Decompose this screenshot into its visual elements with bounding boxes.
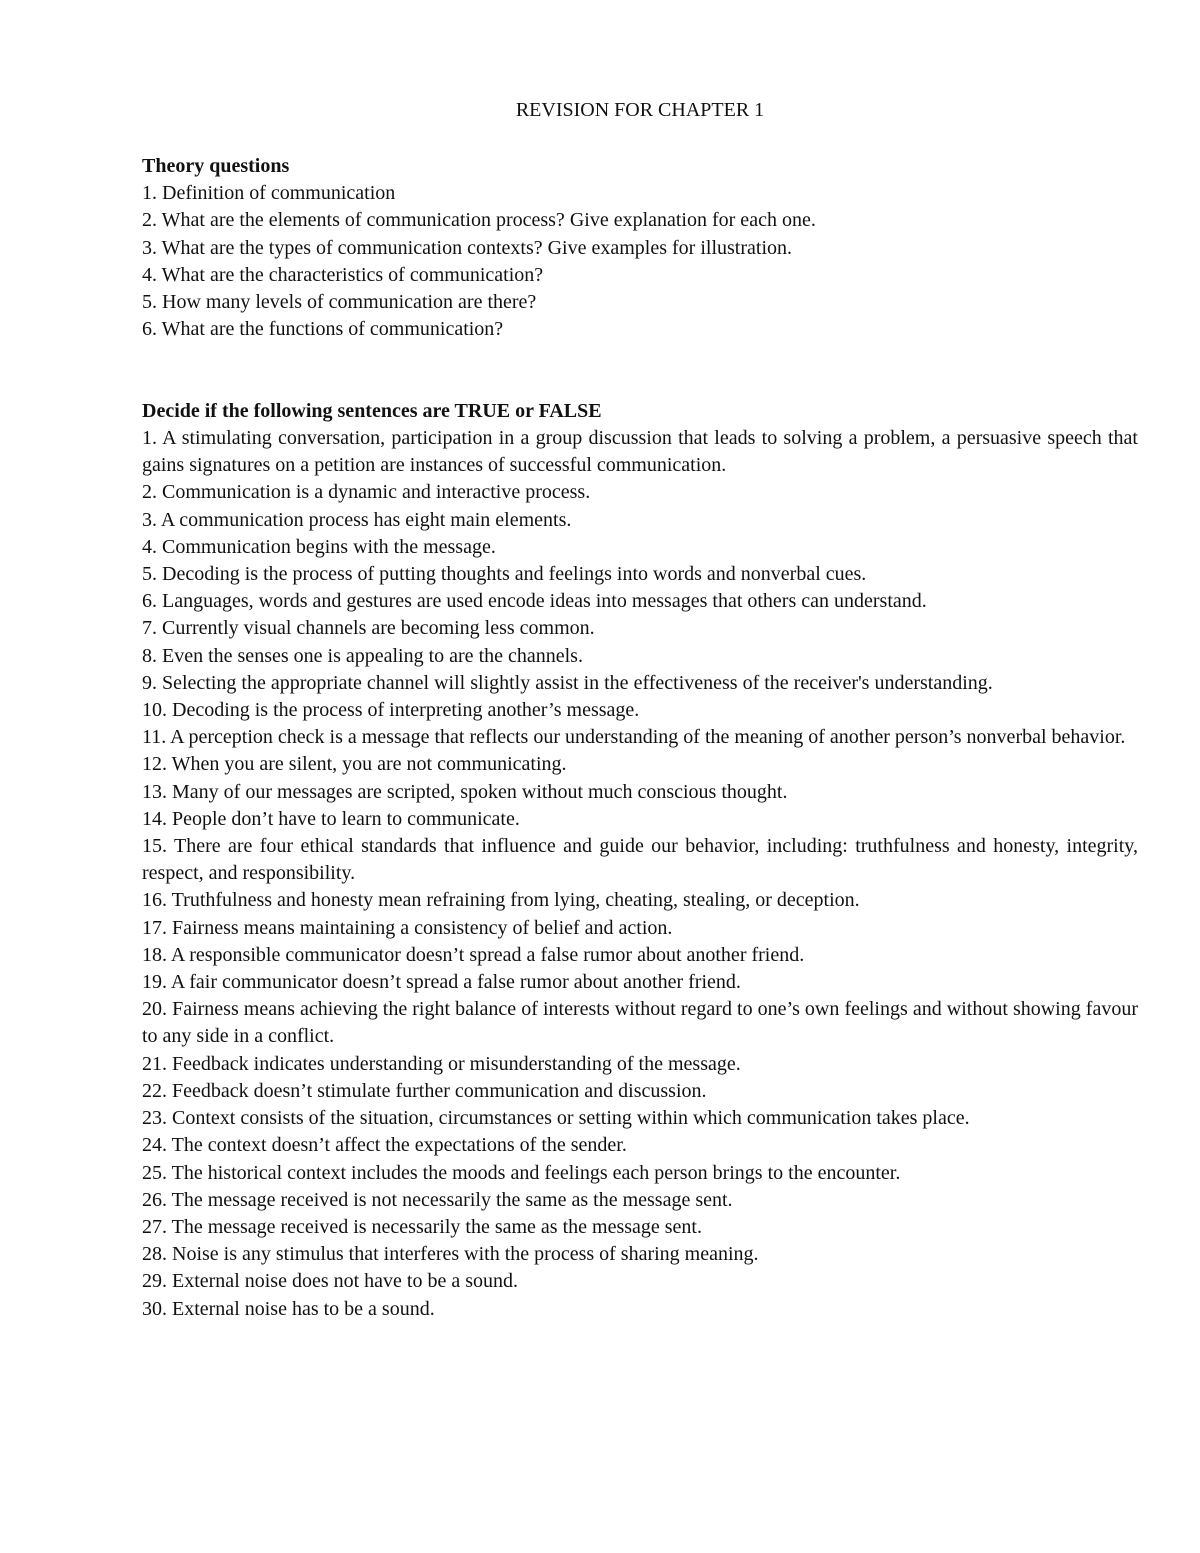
theory-item: 6. What are the functions of communication? bbox=[142, 318, 504, 341]
true-false-item: 13. Many of our messages are scripted, spoken without much conscious thought. bbox=[142, 780, 788, 803]
true-false-item: 3. A communication process has eight main elements. bbox=[142, 508, 572, 531]
true-false-item: 14. People don’t have to learn to communicate. bbox=[142, 807, 520, 830]
true-false-item: 6. Languages, words and gestures are used encode ideas into messages that others can understand. bbox=[142, 590, 927, 613]
true-false-item: 11. A perception check is a message that reflects our understanding of the meaning of another person’s nonverbal behavior. bbox=[142, 726, 1126, 749]
true-false-item: 4. Communication begins with the message. bbox=[142, 535, 496, 558]
true-false-list bbox=[142, 425, 1138, 1323]
theory-item: 2. What are the elements of communication process? Give explanation for each one. bbox=[142, 209, 816, 232]
true-false-item: 8. Even the senses one is appealing to are the channels. bbox=[142, 644, 583, 667]
theory-item: 4. What are the characteristics of communication? bbox=[142, 263, 544, 286]
true-false-item: 7. Currently visual channels are becoming less common. bbox=[142, 617, 595, 640]
true-false-item: 25. The historical context includes the moods and feelings each person brings to the encounter. bbox=[142, 1161, 901, 1184]
section-spacer bbox=[142, 343, 1138, 397]
true-false-item: 22. Feedback doesn’t stimulate further communication and discussion. bbox=[142, 1079, 707, 1102]
theory-item: 5. How many levels of communication are there? bbox=[142, 291, 537, 314]
true-false-item: 18. A responsible communicator doesn’t spread a false rumor about another friend. bbox=[142, 943, 805, 966]
theory-item: 3. What are the types of communication contexts? Give examples for illustration. bbox=[142, 236, 792, 259]
true-false-item: 20. Fairness means achieving the right balance of interests without regard to one’s own feelings and without showing favour to any side in a conflict. bbox=[142, 998, 1138, 1048]
true-false-item: 26. The message received is not necessarily the same as the message sent. bbox=[142, 1188, 733, 1211]
true-false-heading: Decide if the following sentences are TRUE or FALSE bbox=[142, 399, 602, 422]
true-false-item: 27. The message received is necessarily the same as the message sent. bbox=[142, 1215, 702, 1238]
true-false-item: 15. There are four ethical standards that influence and guide our behavior, including: truthfulness and honesty, integrity, respect, and responsibility. bbox=[142, 835, 1138, 885]
theory-list bbox=[142, 180, 1138, 343]
true-false-item: 30. External noise has to be a sound. bbox=[142, 1297, 435, 1320]
true-false-item: 21. Feedback indicates understanding or misunderstanding of the message. bbox=[142, 1052, 741, 1075]
true-false-item: 29. External noise does not have to be a sound. bbox=[142, 1270, 519, 1293]
true-false-item: 2. Communication is a dynamic and interactive process. bbox=[142, 481, 591, 504]
true-false-item: 24. The context doesn’t affect the expectations of the sender. bbox=[142, 1134, 627, 1157]
document-page bbox=[142, 94, 1138, 1323]
true-false-item: 10. Decoding is the process of interpreting another’s message. bbox=[142, 699, 640, 722]
true-false-item: 17. Fairness means maintaining a consistency of belief and action. bbox=[142, 916, 673, 939]
true-false-item: 28. Noise is any stimulus that interferes with the process of sharing meaning. bbox=[142, 1243, 759, 1266]
theory-item: 1. Definition of communication bbox=[142, 182, 396, 205]
true-false-item: 12. When you are silent, you are not communicating. bbox=[142, 753, 567, 776]
true-false-item: 23. Context consists of the situation, circumstances or setting within which communication takes place. bbox=[142, 1107, 970, 1130]
theory-heading: Theory questions bbox=[142, 155, 290, 177]
true-false-item: 19. A fair communicator doesn’t spread a false rumor about another friend. bbox=[142, 971, 741, 994]
true-false-item: 5. Decoding is the process of putting thoughts and feelings into words and nonverbal cues. bbox=[142, 563, 867, 586]
true-false-item: 9. Selecting the appropriate channel will slightly assist in the effectiveness of the receiver's understanding. bbox=[142, 671, 993, 694]
true-false-item: 16. Truthfulness and honesty mean refraining from lying, cheating, stealing, or deception. bbox=[142, 889, 860, 912]
page-title: REVISION FOR CHAPTER 1 bbox=[515, 99, 765, 121]
true-false-item: 1. A stimulating conversation, participation in a group discussion that leads to solving a problem, a persuasive speech that gains signatures on a petition are instances of successful communication. bbox=[142, 427, 1138, 477]
